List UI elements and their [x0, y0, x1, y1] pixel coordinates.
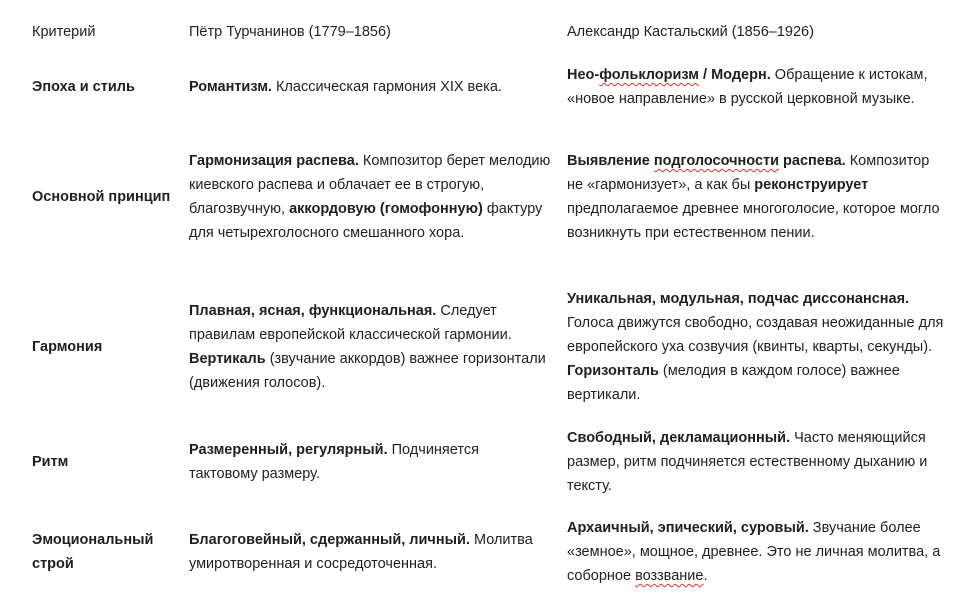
bold-text: Романтизм.	[189, 79, 272, 95]
cell-text: Часто меняющийся размер, ритм подчиняется естественному дыханию и тексту.	[567, 430, 928, 494]
bold-fragment: распева.	[779, 153, 846, 169]
comparison-table	[24, 12, 954, 602]
bold-text: Горизонталь	[567, 363, 659, 379]
criterion-cell: Эмоциональный строй	[32, 532, 154, 572]
bold-text: Уникальная, модульная, подчас диссонансная.	[567, 291, 910, 307]
turchaninov-cell	[181, 52, 559, 122]
kastalsky-cell	[559, 502, 954, 602]
bold-text	[567, 153, 846, 169]
kastalsky-cell	[559, 272, 954, 422]
bold-text: Архаичный, эпический, суровый.	[567, 520, 809, 536]
bold-fragment: Выявление	[567, 153, 654, 169]
table-row	[24, 502, 954, 602]
cell-text: (мелодия в каждом голосе) важнее вертикали.	[567, 363, 900, 403]
cell-text: фактуру для четырехголосного смешанного хора.	[189, 201, 543, 241]
cell-text: предполагаемое древнее многоголосие, которое могло возникнуть при естественном пении.	[567, 201, 940, 241]
cell-text: Следует правилам европейской классической гармонии.	[189, 303, 512, 343]
cell-text: Классическая гармония XIX века.	[271, 79, 502, 95]
spellcheck-word: фольклоризм	[599, 67, 700, 83]
turchaninov-cell	[181, 422, 559, 502]
table-row	[24, 272, 954, 422]
cell-text: (звучание аккордов) важнее горизонтали (движения голосов).	[189, 351, 546, 391]
bold-fragment: / Модерн.	[699, 67, 771, 83]
turchaninov-cell	[181, 502, 559, 602]
bold-text: Размеренный, регулярный.	[189, 442, 388, 458]
header-criterion: Критерий	[32, 24, 96, 40]
spellcheck-word: воззвание	[635, 568, 704, 584]
cell-text: Обращение к истокам, «новое направление» в русской церковной музыке.	[567, 67, 928, 107]
bold-text: аккордовую (гомофонную)	[289, 201, 483, 217]
table-row	[24, 122, 954, 272]
bold-fragment: Нео-	[567, 67, 600, 83]
criterion-cell: Ритм	[32, 454, 69, 470]
header-kastalsky: Александр Кастальский (1856–1926)	[567, 24, 814, 40]
bold-text: Гармонизация распева.	[189, 153, 359, 169]
cell-text: Подчиняется тактовому размеру.	[189, 442, 479, 482]
bold-text: Плавная, ясная, функциональная.	[189, 303, 437, 319]
table-row	[24, 52, 954, 122]
criterion-cell: Гармония	[32, 339, 103, 355]
bold-text: Благоговейный, сдержанный, личный.	[189, 532, 470, 548]
kastalsky-cell	[559, 422, 954, 502]
bold-text	[567, 67, 771, 83]
cell-text: Молитва умиротворенная и сосредоточенная.	[189, 532, 533, 572]
spellcheck-word: подголосочности	[653, 153, 780, 169]
kastalsky-cell	[559, 122, 954, 272]
bold-text: реконструирует	[754, 177, 869, 193]
bold-text: Свободный, декламационный.	[567, 430, 791, 446]
cell-text: .	[703, 568, 708, 584]
turchaninov-cell	[181, 122, 559, 272]
cell-text: Звучание более «земное», мощное, древнее. Это не личная молитва, а соборное	[567, 520, 941, 584]
cell-text: Композитор не «гармонизует», а как бы	[567, 153, 930, 193]
table-row	[24, 422, 954, 502]
criterion-cell: Эпоха и стиль	[32, 79, 135, 95]
bold-text: Вертикаль	[189, 351, 266, 367]
header-turchaninov: Пётр Турчанинов (1779–1856)	[189, 24, 391, 40]
cell-text: Голоса движутся свободно, создавая неожиданные для европейского уха созвучия (квинты, кварты, секунды).	[567, 315, 944, 355]
turchaninov-cell	[181, 272, 559, 422]
criterion-cell: Основной принцип	[32, 189, 171, 205]
kastalsky-cell	[559, 52, 954, 122]
header-row	[24, 12, 954, 52]
cell-text: Композитор берет мелодию киевского распева и облачает ее в строгую, благозвучную,	[189, 153, 551, 217]
